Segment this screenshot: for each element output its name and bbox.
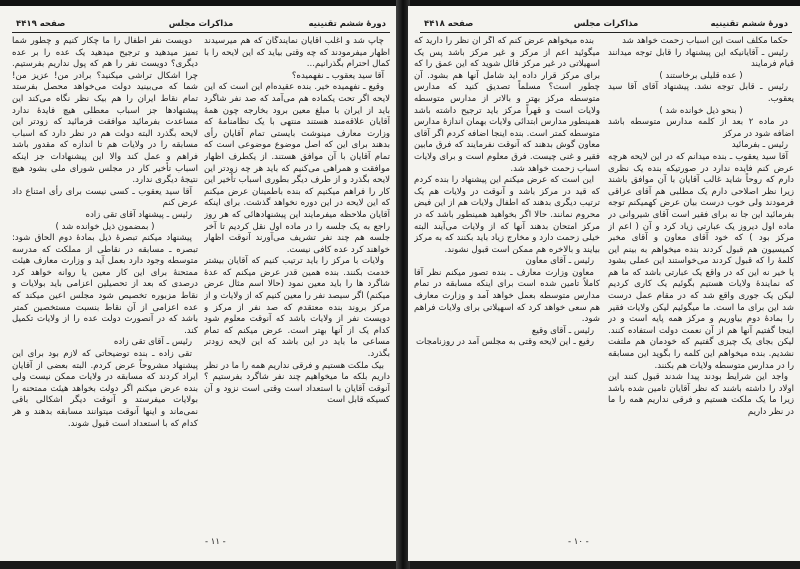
- running-title: مذاکرات مجلس: [168, 19, 234, 29]
- paragraph: وقیع ـ نفهمیده خیر. بنده عقیده‌ام این است که این لایحه اگر تحت یکماده هم می‌آمد که صد نفر شاگرد باید از ایران با مبلغ معین برود بخارجه چون همهٔ آقایان علاقه‌مند هستند منتهی با یک نظامنامهٔ که وزارت معارف مینوشت بایستی تمام آقایان رأی بدهند برای این که اصل موضوع موضوعی است که تمام آقایان با آن موافق هستند. از یکطرف اظهار موافقت و همراهی می‌کنیم که باید هر چه زودتر این لایحه بگذرد و از طرف دیگر بطوری اسباب تأخیر این کار را فراهم میکنیم که بنده باطمینان عرض میکنم که این لایحه در این دوره نخواهد گذشت. برای اینکه آقایان ملاحظه میفرمایند این پیشنهادهائی که هر روز راجع به یک جلسه را در ماده اول نقل کردیم تا آخر جلسه هم چند نفر تشریف می‌آورند آنوقت اظهار خواهند کرد عده کافی نیست.: [204, 82, 390, 255]
- paragraph: بیک ملکت هستیم و فرقی نداریم همه را ما در نظر داریم بلکه ما میخواهیم چند نفر شاگرد بفرستیم ؟ آنوقت آقایان با استعداد است وقتی است نزود و آن کسیکه قابل است: [204, 360, 390, 406]
- page-footer-number: - ۱۱ -: [205, 537, 226, 547]
- text-column-left: [414, 36, 600, 533]
- paragraph: تقی زاده ـ بنده توضیحاتی که لازم بود برای این پیشنهاد مشروحاً عرض کردم. البته بعضی از آقایان ایراد کردند که مسابقه در ولایات ممکن نیست ولی بنده عرض میکنم اگر دولت بخواهد هیئت ممتحنه را بولایات میفرستد و آنوقت دیگر اشکالی باقی نمی‌ماند و اینها آنوقت میتوانند مسابقه بدهند و هر کدام که با استعداد است قبول شوند.: [12, 349, 198, 429]
- page-number-header: صفحه ۴۴۱۸: [424, 19, 474, 29]
- stage-direction: ( عده قلیلی برخاستند ): [659, 70, 743, 81]
- paragraph: رئیس ـ بفرمائید: [731, 140, 788, 151]
- running-title: مذاکرات مجلس: [573, 19, 639, 29]
- paragraph: رئیس ـ آقایانیکه این پیشنهاد را قابل توجه میدانند قیام فرمایند: [608, 47, 794, 70]
- page-right: [408, 6, 800, 561]
- paragraph: رفیع ـ این لایحه وقتی به مجلس آمد در روزنامجات: [415, 337, 594, 348]
- paragraph: رئیس ـ آقای تقی زاده: [113, 337, 192, 348]
- page-header: [420, 16, 792, 33]
- text-column-left: [12, 36, 198, 533]
- stage-direction: ( بمضمون ذیل خوانده شد ): [55, 221, 155, 232]
- paragraph: دویست نفر اطفال را ما چکار کنیم و چطور شما تمیز میدهید و ترجیح میدهید یک عده را بر عده دیگری؟ دویست نفر را هم که پول نداریم بفرستیم. چرا اشکال تراشی میکنید؟ برادر من! عزیز من! شما که می‌بینید دولت می‌خواهد محصل بفرستد تمام نقاط ایران را هم بیک نظر نگاه می‌کند این پیشنهادها جز اسباب معطلی هیچ فایدهٔ ندارد مساعدت بفرمائید موافقت فرمائید که زودتر این لایحه بگذرد البته دولت هم در نظر دارد که اسباب مسابقه را در ولایات هم تا اندازه که مقدور باشد فراهم و عمل کند والا این پیشنهادات جز اینکه اسباب تأخیر کار در مجلس شورای ملی بشود هیچ نتیجهٔ دیگری ندارد.: [12, 36, 198, 186]
- page-number-header: صفحه ۴۴۱۹: [16, 19, 66, 29]
- paragraph: معاون وزارت معارف ـ بنده تصور میکنم نظر آقا کاملاً تامین شده است برای اینکه مسابقه در تمام مدارس متوسطه بعمل خواهد آمد و وزارت معارف هم سعی خواهد کرد که اسهیلاتی برای ولایات فراهم شود.: [414, 267, 600, 325]
- paragraph: رئیس ـ پیشنهاد آقای تقی زاده: [85, 209, 192, 220]
- page-left: [0, 6, 398, 561]
- text-column-right: [608, 36, 794, 533]
- paragraph: رئیس ـ آقای وقیع: [531, 325, 594, 336]
- paragraph: رئیس ـ قابل توجه نشد. پیشنهاد آقای آقا سید یعقوب.: [608, 82, 794, 104]
- stage-direction: ( بنحو ذیل خوانده شد ): [659, 105, 743, 116]
- paragraph: آقا سید یعقوب ـ نفهمیده؟: [291, 70, 384, 81]
- text-column-right: [204, 36, 390, 533]
- paragraph: حکماً مکلف است این اسباب زحمت خواهد شد: [622, 36, 788, 46]
- paragraph: آقا سید یعقوب ـ کسی نیست برای رأی امتناع داد عرض کنم: [12, 186, 198, 209]
- session-label: دورهٔ ششم تقنینیه: [308, 19, 386, 29]
- session-label: دورهٔ ششم تقنینیه: [710, 19, 788, 29]
- paragraph: رئیس ـ آقای معاون: [525, 256, 594, 267]
- paragraph: ولایات با مرکز را باید ترتیب کنیم که آقایان بیشتر خدمت بکنند. بنده همین قدر عرض میکنم که عدهٔ شاگرد ها را باید معین نمود (حالا اسم مثال عرض میکنم) اگر سیصد نفر را معین کنیم که از ولایات و از مرکز بروند بنده معتقدم که صد نفر از مرکز و دویست نفر از ولایات باشد که آنوقت معلوم شود کدام یک از آنها بهتر است. عرض میکنم که تمام مساعی ما باید در این باشد که این لایحه زودتر بگذرد.: [204, 256, 390, 360]
- paragraph: بنده میخواهم عرض کنم که اگر آن نظر را دارید که میگوئید اعم از مرکز و غیر مرکز باشد پس یک اسهیلاتی در غیر مرکز قائل شوید که این عمق را که برای مرکز قرار داده اید شامل آنها هم بشود. آن چطور است؟ مسلماً تصدیق کنید که مدارس متوسطه مرکز بهتر و بالاتر از مدارس متوسطه ولایات است و قهراً مرکز باید ترجیح داشته باشد همینطور مدارس ابتدائی ولایات بهمان اندازهٔ مدارس متوسطه کمتر است. بنده اینجا اضافه کردم اگر آقای معاون گوش بدهند که آنوقت نفرمایند که فرق مابین فقیر و غنی چیست. فرق معلوم است و برای ولایات اسباب زحمت خواهد شد.: [414, 36, 600, 174]
- page-header: [12, 16, 390, 33]
- paragraph: این است که عرض میکنم این پیشنهاد را بنده کردم که قید در مرکز باشد و آنوقت در ولایات هم یک ترتیب دیگری بدهند که اطفال ولایات هم از این فیض محروم نمانند. حالا اگر بخواهید همینطور باشد که در مرکز امتحان بدهند آنها که از ولایات می‌آیند البته خیلی زحمت دارد و مخارج زیاد باید بکنند که به مرکز بیایند و بالاخره هم ممکن است قبول نشوند.: [414, 175, 600, 255]
- paragraph: در ماده ۲ بعد از کلمه مدارس متوسطه باشد اضافه شود در مرکز: [608, 117, 794, 139]
- page-footer-number: - ۱۰ -: [568, 537, 589, 547]
- paragraph: چاپ شد و اغلب آقایان نمایندگان که هم میرسیدند اظهار میفرمودند که چه وقتی بیاید که این لایحه را با کمال احترام بگذرانیم...: [204, 36, 390, 70]
- paragraph: پیشنهاد میکنم تبصرهٔ ذیل بمادهٔ دوم الحاق شود: تبصره ـ مسابقه در نقاطی از مملکت که مدرسه متوسطه وجود دارد بعمل آید و وزارت معارف هیئت ممتحنهٔ برای این کار معین یا روانه خواهد کرد درصدی که بعد از تحصیلین اعزامی باید بولایات و نقاط مزبوره تخصیص شود مجلس اعین میکند که عده اعزامی از آن نقاط بنسبت مستخصین کمتر باشد که در آنصورت دولت عده را از ولایات تکمیل کند.: [12, 233, 198, 336]
- paragraph: واجد این شرایط بودند پیدا شدند قبول کنند این اولاد را داشته باشند که نظر آقایان تامین شده باشد زیرا ما یک ملکت هستیم و فرقی نداریم همه را ما در نظر داریم: [608, 372, 794, 417]
- paragraph: آقا سید یعقوب ـ بنده میدانم که در این لایحه هرچه عرض کنم فایده ندارد در صورتیکه بنده یک نظری دارم که روحاً شاید غالب آقایان با آن موافق باشند زیرا نظر اصلاحی دارم یک مطلبی هم آقای عراقی فرمودند ولی خوب درست بیان عرض کهمیکنم توجه بفرمائید این جا نه برای فقیر است آقای شیروانی در ماده اول دیروز یک عبارتی زیاد کرد و آن ( اعم از مرکز بود ) که خود آقای معاون و آقای مخبر کمیسیون هم قبول کردند بنده میخواهم به بینم این کلمهٔ را که قبول کردند می‌خواستند این عملی بشود یا خیر نه این که در واقع یک عبارتی باشد که ما هم که نمایندهٔ ولایات هستیم بگوئیم یک کاری کردیم لیکن یک جوری واقع شد که در مقام عمل درست شد این برای ما است. ما میگوئیم لیکن ولایات فقیر را بمادهٔ دوم بیاوریم و مرکز همه پایه است و در اینجا گفتیم آنها هم از آن نعمت دولت استفاده کنند. لیکن بجای یک چیزی گفتیم که خودمان هم ملتفت نشدیم. بنده میخواهم این کلمه را بگوید این مسابقه را در مدارس متوسطه ولایات هم بکنند.: [608, 151, 794, 371]
